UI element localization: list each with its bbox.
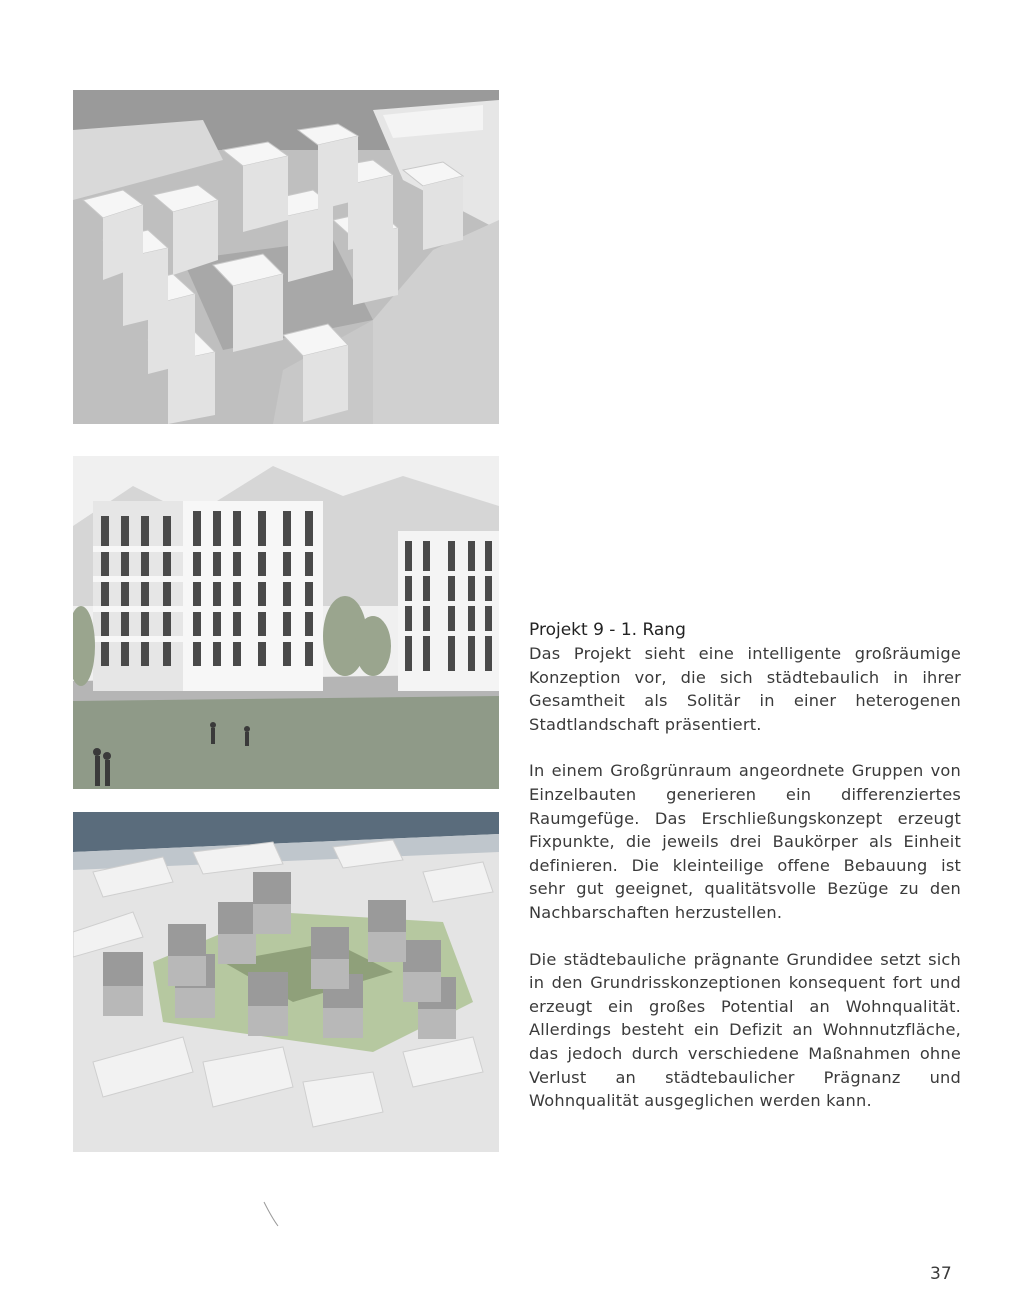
paragraph-3: Die städtebauliche prägnante Grundidee setzt sich in den Grundrisskonzeptionen konsequent fort und erzeugt ein großes Potential an Wohnqualität. Allerdings besteht ein Defizit an Wohnnutzfläche, das jedoch durch verschiedene Maßnahmen ohne Verlust an städtebaulicher Prägnanz und Wohnqualität ausgeglichen werden kann. [529,949,961,1111]
rendering-residential-buildings-mountains-icon [73,456,499,789]
project-heading: Projekt 9 - 1. Rang [529,620,686,640]
paragraph-2: In einem Großgrünraum angeordnete Gruppen von Einzelbauten generieren ein differenziertes Raumgefüge. Das Erschließungskonzept erzeugt Fixpunkte, die jeweils drei Baukörper als Einheit definieren. Die kleinteilige offene Bebauung ist sehr gut geeignet, qualitätsvolle Bezüge zu den Nachbarschaften herzustellen. [529,761,961,922]
pen-stroke-mark [262,1200,282,1230]
project-description [529,618,961,1113]
model-photo-site-plan [73,812,499,1152]
page-number: 37 [930,1264,952,1284]
model-photo-aerial [73,90,499,424]
rendering-buildings [73,456,499,789]
paragraph-1: Das Projekt sieht eine intelligente großräumige Konzeption vor, die sich städtebaulich in ihrer Gesamtheit als Solitär in einer heterogenen Stadtlandschaft präsentiert. [529,644,961,734]
model-photo-site-plan-green-courtyard-icon [73,812,499,1152]
model-photo-aerial-blocks-icon [73,90,499,424]
